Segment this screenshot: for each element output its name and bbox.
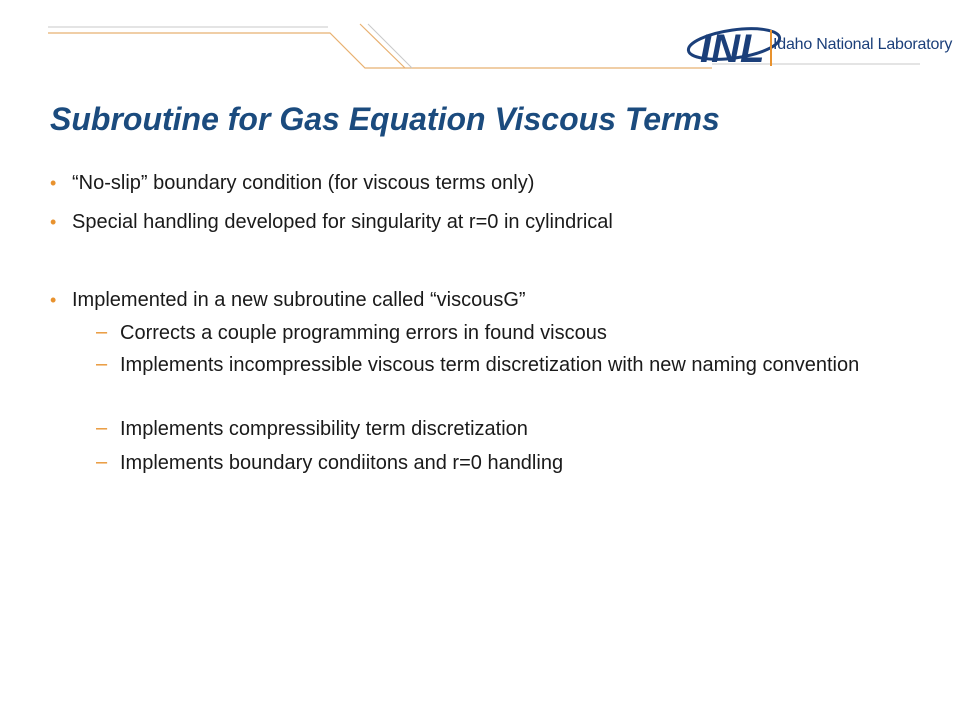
header-lines-orange [48,24,712,68]
sub-bullet-marker: – [96,451,108,473]
bullet-marker: • [50,173,57,193]
bullet-marker: • [50,290,57,310]
slide-title: Subroutine for Gas Equation Viscous Terms [50,101,720,137]
sub-bullet-text: Implements incompressible viscous term discretization with new naming convention [120,354,860,376]
sub-bullet-text: Implements compressibility term discretization [120,418,528,440]
sub-bullet-marker: – [96,321,108,343]
organization-name: Idaho National Laboratory [773,36,953,53]
bullet-text: “No-slip” boundary condition (for viscous terms only) [72,172,535,194]
logo-mark: INL [700,27,765,71]
logo-divider [770,30,772,66]
sub-bullet-marker: – [96,417,108,439]
bullet-text: Implemented in a new subroutine called “viscousG” [72,289,526,311]
bullet-marker: • [50,212,57,232]
bullet-text: Special handling developed for singularity at r=0 in cylindrical [72,211,613,233]
sub-bullet-text: Implements boundary condiitons and r=0 handling [120,452,564,474]
sub-bullet-marker: – [96,353,108,375]
sub-bullet-text: Corrects a couple programming errors in found viscous [120,322,607,344]
